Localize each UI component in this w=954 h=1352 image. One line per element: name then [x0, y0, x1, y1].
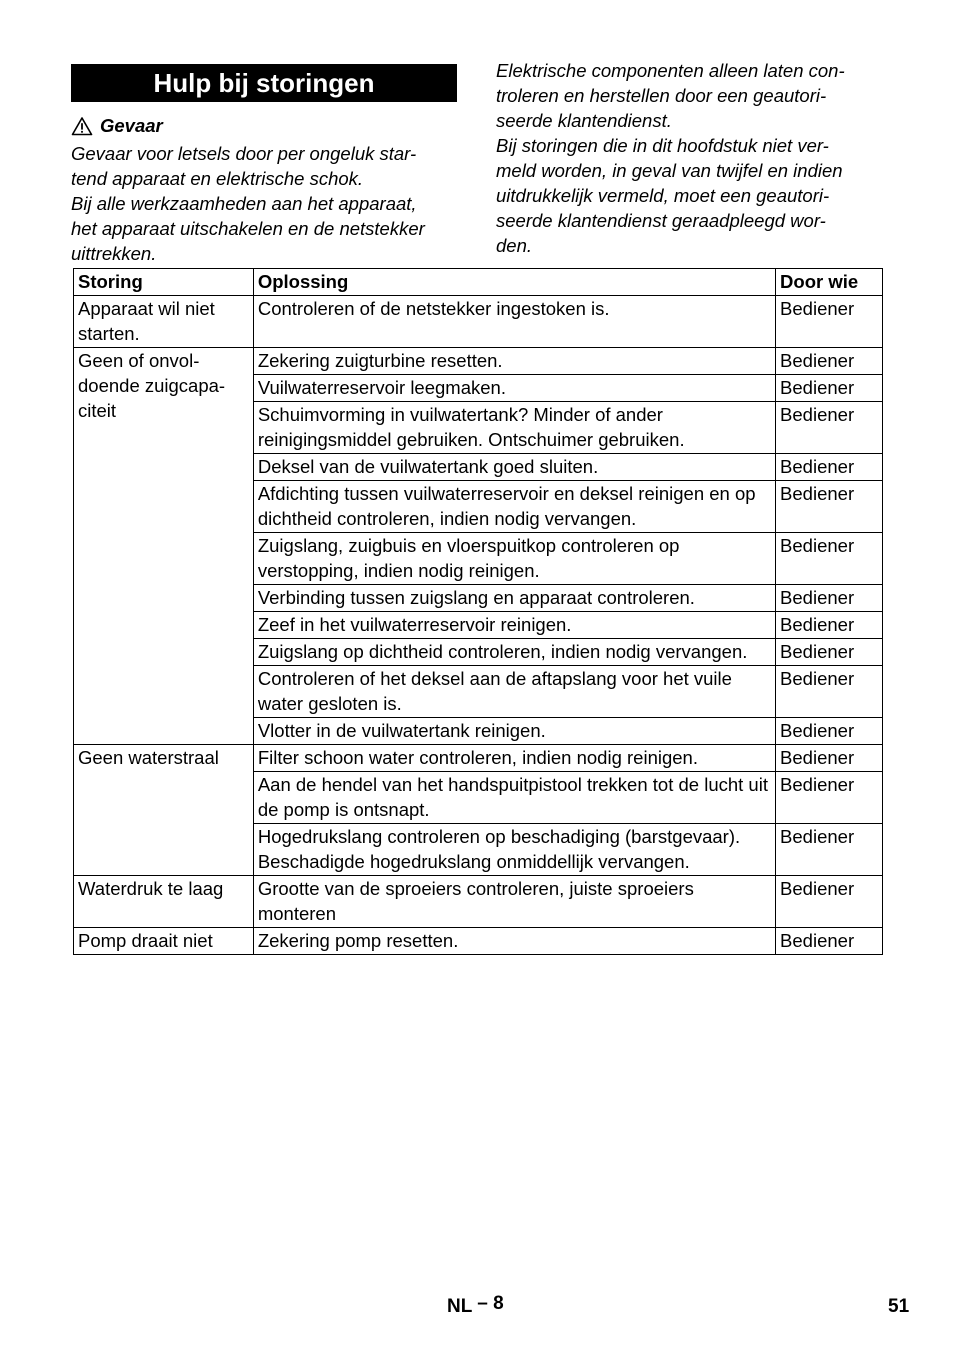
note-line: seerde klantendienst geraadpleegd wor-: [496, 210, 826, 231]
table-row: [74, 296, 883, 348]
fault-cell: Waterdruk te laag: [74, 876, 254, 928]
solution-cell: Hogedrukslang controleren op beschadiging (barstgevaar). Beschadigde hogedrukslang onmiddellijk vervangen.: [253, 824, 775, 876]
solution-cell: Verbinding tussen zuigslang en apparaat controleren.: [253, 585, 775, 612]
header-oplossing: Oplossing: [253, 269, 775, 296]
solution-cell: Zeef in het vuilwaterreservoir reinigen.: [253, 612, 775, 639]
warning-block: [71, 113, 461, 266]
table-row: [74, 348, 883, 375]
who-cell: Bediener: [776, 772, 883, 824]
solution-cell: Vlotter in de vuilwatertank reinigen.: [253, 718, 775, 745]
who-cell: Bediener: [776, 481, 883, 533]
warning-heading-text: Gevaar: [100, 115, 163, 136]
warning-line: tend apparaat en elektrische schok.: [71, 168, 364, 189]
solution-cell: Zuigslang op dichtheid controleren, indien nodig vervangen.: [253, 639, 775, 666]
note-line: meld worden, in geval van twijfel en indien: [496, 160, 843, 181]
note-line: den.: [496, 235, 533, 256]
who-cell: Bediener: [776, 824, 883, 876]
solution-cell: Zekering pomp resetten.: [253, 928, 775, 955]
page-number: 51: [888, 1296, 910, 1317]
footer-page-marker: – 8: [477, 1293, 504, 1314]
who-cell: Bediener: [776, 402, 883, 454]
note-line: Bij storingen die in dit hoofdstuk niet ver-: [496, 135, 829, 156]
note-line: Elektrische componenten alleen laten con-: [496, 60, 845, 81]
solution-cell: Aan de hendel van het handspuitpistool trekken tot de lucht uit de pomp is ontsnapt.: [253, 772, 775, 824]
who-cell: Bediener: [776, 718, 883, 745]
who-cell: Bediener: [776, 296, 883, 348]
solution-cell: Zekering zuigturbine resetten.: [253, 348, 775, 375]
note-line: uitdrukkelijk vermeld, moet een geautori-: [496, 185, 830, 206]
fault-cell: Apparaat wil niet starten.: [74, 296, 254, 348]
fault-cell: Geen waterstraal: [74, 745, 254, 876]
solution-cell: Grootte van de sproeiers controleren, juiste sproeiers monteren: [253, 876, 775, 928]
solution-cell: Schuimvorming in vuilwatertank? Minder of ander reinigingsmiddel gebruiken. Ontschuimer gebruiken.: [253, 402, 775, 454]
who-cell: Bediener: [776, 375, 883, 402]
solution-cell: Vuilwaterreservoir leegmaken.: [253, 375, 775, 402]
solution-cell: Zuigslang, zuigbuis en vloerspuitkop controleren op verstopping, indien nodig reinigen.: [253, 533, 775, 585]
who-cell: Bediener: [776, 876, 883, 928]
who-cell: Bediener: [776, 928, 883, 955]
fault-cell: Pomp draait niet: [74, 928, 254, 955]
header-door-wie: Door wie: [776, 269, 883, 296]
troubleshooting-table: [73, 268, 883, 955]
who-cell: Bediener: [776, 454, 883, 481]
who-cell: Bediener: [776, 639, 883, 666]
note-line: seerde klantendienst.: [496, 110, 672, 131]
fault-cell: Geen of onvol- doende zuigcapa- citeit: [74, 348, 254, 745]
solution-cell: Controleren of het deksel aan de aftapslang voor het vuile water gesloten is.: [253, 666, 775, 718]
header-storing: Storing: [74, 269, 254, 296]
table-row: [74, 876, 883, 928]
warning-triangle-icon: [71, 116, 93, 136]
page-footer-label: [447, 1293, 504, 1318]
who-cell: Bediener: [776, 348, 883, 375]
section-title: Hulp bij storingen: [71, 64, 457, 102]
table-header-row: [74, 269, 883, 296]
warning-line: Gevaar voor letsels door per ongeluk star-: [71, 143, 417, 164]
who-cell: Bediener: [776, 612, 883, 639]
service-note: [496, 58, 888, 258]
footer-language: NL: [447, 1296, 472, 1317]
who-cell: Bediener: [776, 533, 883, 585]
solution-cell: Afdichting tussen vuilwaterreservoir en deksel reinigen en op dichtheid controleren, indien nodig vervangen.: [253, 481, 775, 533]
table-row: [74, 745, 883, 772]
warning-heading: [71, 113, 461, 138]
solution-cell: Deksel van de vuilwatertank goed sluiten.: [253, 454, 775, 481]
note-line: troleren en herstellen door een geautori-: [496, 85, 827, 106]
who-cell: Bediener: [776, 585, 883, 612]
who-cell: Bediener: [776, 666, 883, 718]
who-cell: Bediener: [776, 745, 883, 772]
solution-cell: Filter schoon water controleren, indien nodig reinigen.: [253, 745, 775, 772]
warning-line: Bij alle werkzaamheden aan het apparaat,: [71, 193, 417, 214]
warning-line: uittrekken.: [71, 243, 157, 264]
warning-line: het apparaat uitschakelen en de netstekker: [71, 218, 425, 239]
solution-cell: Controleren of de netstekker ingestoken is.: [253, 296, 775, 348]
table-row: [74, 928, 883, 955]
